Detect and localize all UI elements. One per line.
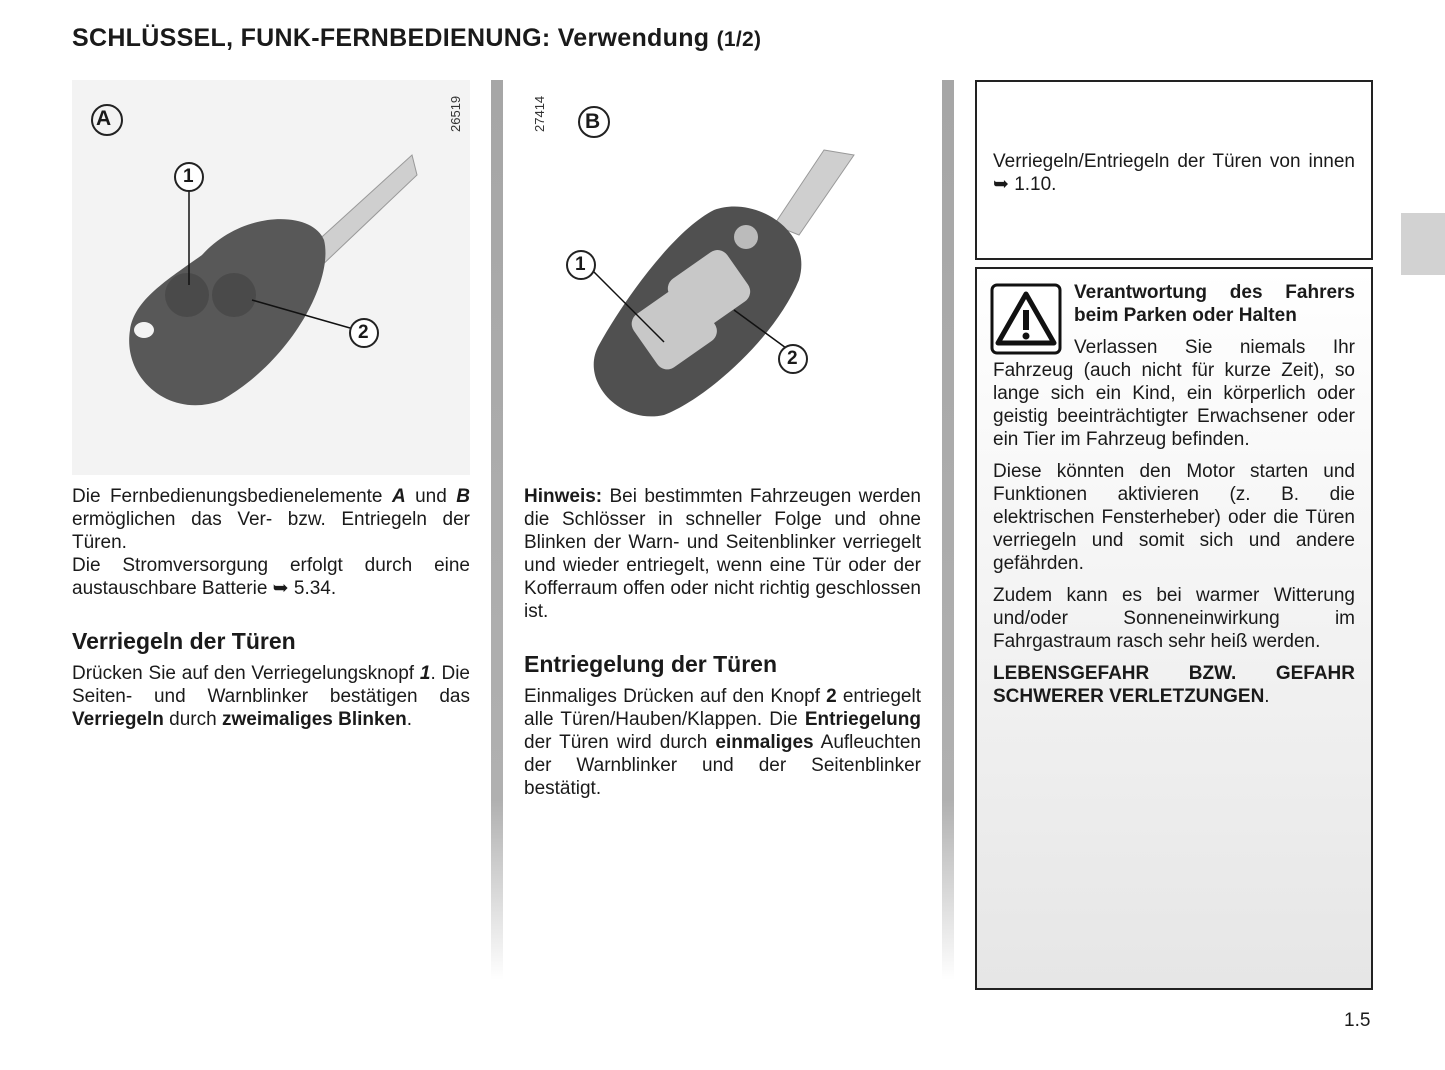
text-run: Diese könnten den Motor starten und Funktionen aktivieren (z. B. die elektrischen Fensterheber) oder die Türen verriegeln und somit sich und andere gefährden. [993, 461, 1355, 574]
title-part: (1/2) [716, 28, 762, 51]
note-text [524, 485, 921, 623]
paragraph [993, 662, 1355, 708]
text-run: 2 [826, 686, 837, 707]
paragraph [72, 554, 470, 600]
warning-text [993, 336, 1355, 708]
callout-2: 2 [787, 348, 798, 369]
page-title [72, 24, 761, 53]
warning-box [975, 267, 1373, 990]
text-run: Verriegeln [72, 709, 164, 730]
section-heading-unlock: Entriegelung der Türen [524, 651, 778, 677]
warning-heading: Verantwortung des Fahrers beim Parken oder Halten [1074, 282, 1355, 326]
text-run: Zudem kann es bei warmer Witterung und/oder Sonneneinwirkung im Fahrgastraum rasch sehr heiß werden. [993, 585, 1355, 652]
page-number: 1.5 [1344, 1010, 1371, 1031]
text-run: Aufleuchten der Warnblinker und der Seitenblinker bestätigt. [524, 732, 921, 799]
text-run: . Die Seiten- und Warnblinker bestätigen das [72, 663, 470, 707]
info-text [993, 150, 1355, 196]
callout-1: 1 [183, 166, 194, 187]
paragraph [993, 584, 1355, 653]
callout-2: 2 [358, 322, 369, 343]
callout-1: 1 [575, 254, 586, 275]
text-run: Einmaliges Drücken auf den Knopf [524, 686, 827, 707]
text-run: Drücken Sie auf den Verriegelungsknopf [72, 663, 420, 684]
text-run: Entriegelung [804, 709, 921, 730]
figure-number: 27414 [532, 95, 547, 132]
text-run: entriegelt alle Türen/Hauben/Klappen. Die [524, 686, 921, 730]
text-run: der Türen wird durch [524, 732, 716, 753]
paragraph [72, 662, 470, 731]
figure-number: 26519 [448, 95, 463, 132]
paragraph [524, 485, 921, 623]
paragraph [993, 150, 1355, 196]
title-sub: Verwendung [557, 24, 710, 52]
text-run: A [391, 486, 406, 507]
figure-label: A [96, 107, 112, 130]
lock-text [72, 662, 470, 731]
text-run: B [456, 486, 470, 507]
text-run: und [405, 486, 457, 507]
title-main: SCHLÜSSEL, FUNK-FERNBEDIENUNG: [72, 24, 551, 52]
column-divider [491, 80, 503, 980]
text-run: Verriegeln/Entriegeln der Türen von innen ➥ 1.10. [993, 151, 1355, 195]
text-run: Bei bestimmten Fahrzeugen werden die Schlösser in schneller Folge und ohne Blinken der Warn- und Seitenblinker verriegelt und wieder entriegelt, wenn eine Tür oder der Kofferraum offen oder nicht richtig geschlossen ist. [524, 486, 921, 622]
column-divider [942, 80, 954, 980]
text-run: zweimaliges Blinken [221, 709, 407, 730]
section-heading-lock: Verriegeln der Türen [72, 628, 296, 654]
text-run: einmaliges [715, 732, 814, 753]
text-run: . [406, 709, 413, 730]
text-run: Die Fernbedienungsbedienelemente [72, 486, 392, 507]
paragraph [993, 460, 1355, 575]
figure-key-b [524, 80, 921, 475]
paragraph [72, 485, 470, 554]
text-run: 1 [419, 663, 431, 684]
text-run: durch [163, 709, 222, 730]
text-run: ermöglichen das Ver- bzw. Entriegeln der Türen. [72, 509, 470, 553]
info-box [975, 80, 1373, 260]
text-run: Die Stromversorgung erfolgt durch eine austauschbare Batterie ➥ 5.34. [72, 555, 470, 599]
column-2 [524, 485, 921, 800]
unlock-text [524, 685, 921, 800]
paragraph [524, 685, 921, 800]
figure-key-a [72, 80, 470, 475]
text-run: Verlassen Sie niemals Ihr Fahrzeug (auch nicht für kurze Zeit), so lange sich ein Kind, ein körperlich oder geistig beeinträchtigter Erwachsener oder ein Tier im Fahrzeug befinden. [993, 337, 1355, 450]
warning-triangle-icon [990, 283, 1062, 355]
chapter-tab [1401, 213, 1445, 275]
intro-text [72, 485, 470, 600]
column-1 [72, 485, 470, 731]
text-run: LEBENSGEFAHR BZW. GEFAHR SCHWERER VERLETZUNGEN [993, 663, 1355, 707]
text-run: . [1264, 686, 1270, 707]
key-a-illustration [72, 80, 470, 475]
key-b-illustration [524, 80, 921, 475]
figure-label: B [585, 110, 601, 133]
text-run: Hinweis: [524, 486, 603, 507]
